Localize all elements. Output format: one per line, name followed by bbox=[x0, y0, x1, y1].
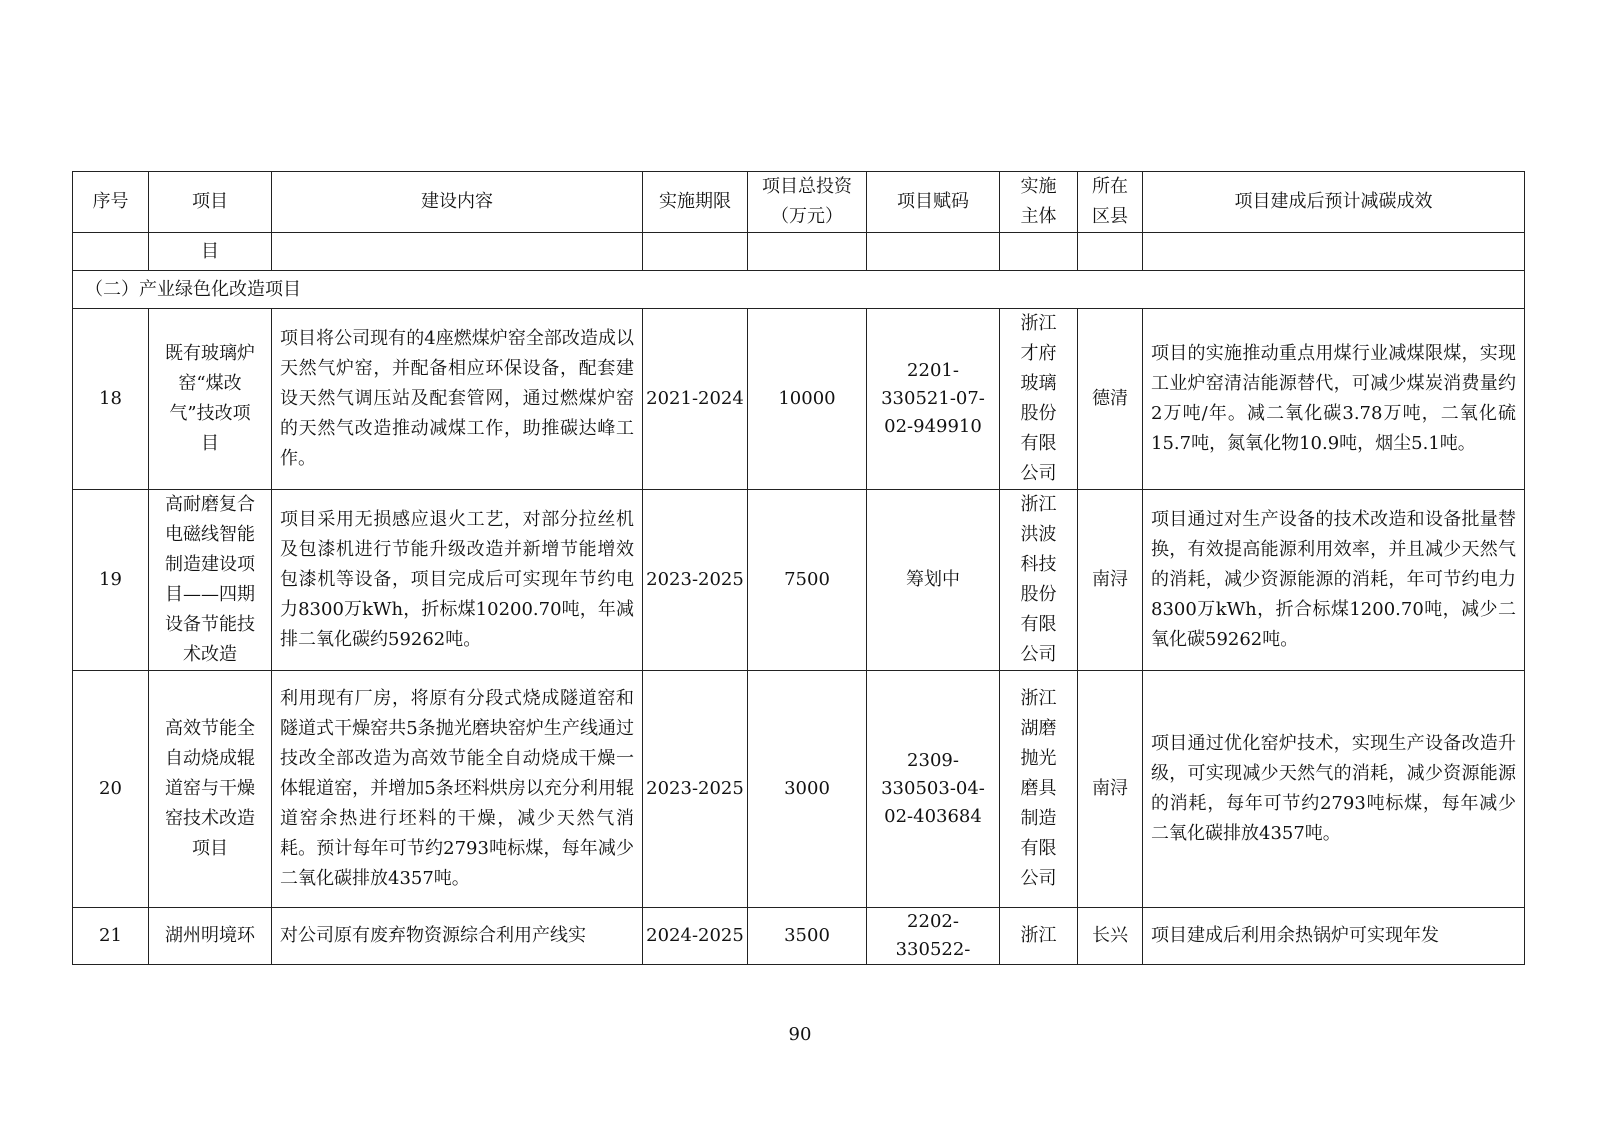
cell-seq: 18 bbox=[73, 309, 149, 490]
header-project: 项目 bbox=[149, 172, 272, 233]
header-content: 建设内容 bbox=[272, 172, 643, 233]
header-code: 项目赋码 bbox=[867, 172, 1000, 233]
cell-period: 2023-2025 bbox=[643, 671, 748, 908]
project-table bbox=[72, 171, 1525, 965]
cell-effect: 项目通过优化窑炉技术，实现生产设备改造升级，可实现减少天然气的消耗，减少资源能源的消耗，每年可节约2793吨标煤，每年减少二氧化碳排放4357吨。 bbox=[1143, 671, 1525, 908]
cell-project: 湖州明境环 bbox=[149, 908, 272, 965]
cell-effect bbox=[1143, 233, 1525, 271]
cell-investment: 7500 bbox=[748, 490, 867, 671]
cell-seq bbox=[73, 233, 149, 271]
cell-seq: 19 bbox=[73, 490, 149, 671]
cell-project: 高效节能全自动烧成辊道窑与干燥窑技术改造项目 bbox=[149, 671, 272, 908]
cell-district: 长兴 bbox=[1078, 908, 1143, 965]
cell-period bbox=[643, 233, 748, 271]
cell-effect: 项目建成后利用余热锅炉可实现年发 bbox=[1143, 908, 1525, 965]
cell-code: 2202-330522- bbox=[867, 908, 1000, 965]
cell-investment: 10000 bbox=[748, 309, 867, 490]
table-row bbox=[73, 671, 1525, 908]
cell-content: 利用现有厂房，将原有分段式烧成隧道窑和隧道式干燥窑共5条抛光磨块窑炉生产线通过技改全部改造为高效节能全自动烧成干燥一体辊道窑，并增加5条坯料烘房以充分利用辊道窑余热进行坯料的干燥，减少天然气消耗。预计每年可节约2793吨标煤，每年减少二氧化碳排放4357吨。 bbox=[272, 671, 643, 908]
header-period: 实施期限 bbox=[643, 172, 748, 233]
header-seq: 序号 bbox=[73, 172, 149, 233]
cell-district: 德清 bbox=[1078, 309, 1143, 490]
header-effect: 项目建成后预计减碳成效 bbox=[1143, 172, 1525, 233]
cell-code bbox=[867, 233, 1000, 271]
cell-effect: 项目通过对生产设备的技术改造和设备批量替换，有效提高能源利用效率，并且减少天然气的消耗，减少资源能源的消耗，年可节约电力8300万kWh，折合标煤1200.70吨，减少二氧化碳59262吨。 bbox=[1143, 490, 1525, 671]
cell-content: 项目将公司现有的4座燃煤炉窑全部改造成以天然气炉窑，并配备相应环保设备，配套建设天然气调压站及配套管网，通过燃煤炉窑的天然气改造推动减煤工作，助推碳达峰工作。 bbox=[272, 309, 643, 490]
section-title: （二）产业绿色化改造项目 bbox=[73, 271, 1525, 309]
cell-district bbox=[1078, 233, 1143, 271]
cell-investment bbox=[748, 233, 867, 271]
cell-project: 高耐磨复合电磁线智能制造建设项目——四期设备节能技术改造 bbox=[149, 490, 272, 671]
header-investment: 项目总投资（万元） bbox=[748, 172, 867, 233]
section-row bbox=[73, 271, 1525, 309]
cell-content bbox=[272, 233, 643, 271]
continued-row bbox=[73, 233, 1525, 271]
cell-project: 目 bbox=[149, 233, 272, 271]
header-district: 所在区县 bbox=[1078, 172, 1143, 233]
cell-entity bbox=[1000, 233, 1078, 271]
cell-seq: 20 bbox=[73, 671, 149, 908]
header-entity: 实施主体 bbox=[1000, 172, 1078, 233]
cell-entity: 浙江洪波科技股份有限公司 bbox=[1000, 490, 1078, 671]
cell-period: 2023-2025 bbox=[643, 490, 748, 671]
table-row bbox=[73, 309, 1525, 490]
cell-investment: 3500 bbox=[748, 908, 867, 965]
page-number: 90 bbox=[788, 1024, 812, 1045]
cell-district: 南浔 bbox=[1078, 490, 1143, 671]
header-row bbox=[73, 172, 1525, 233]
table-row bbox=[73, 490, 1525, 671]
cell-code: 筹划中 bbox=[867, 490, 1000, 671]
cell-period: 2024-2025 bbox=[643, 908, 748, 965]
cell-code: 2309-330503-04-02-403684 bbox=[867, 671, 1000, 908]
cell-project: 既有玻璃炉窑“煤改气”技改项目 bbox=[149, 309, 272, 490]
cell-district: 南浔 bbox=[1078, 671, 1143, 908]
cell-seq: 21 bbox=[73, 908, 149, 965]
cell-period: 2021-2024 bbox=[643, 309, 748, 490]
cell-entity: 浙江 bbox=[1000, 908, 1078, 965]
cell-code: 2201-330521-07-02-949910 bbox=[867, 309, 1000, 490]
cell-effect: 项目的实施推动重点用煤行业减煤限煤，实现工业炉窑清洁能源替代，可减少煤炭消费量约2万吨/年。减二氧化碳3.78万吨，二氧化硫15.7吨，氮氧化物10.9吨，烟尘5.1吨。 bbox=[1143, 309, 1525, 490]
cell-entity: 浙江才府玻璃股份有限公司 bbox=[1000, 309, 1078, 490]
cell-content: 项目采用无损感应退火工艺，对部分拉丝机及包漆机进行节能升级改造并新增节能增效包漆机等设备，项目完成后可实现年节约电力8300万kWh，折标煤10200.70吨，年减排二氧化碳约59262吨。 bbox=[272, 490, 643, 671]
cell-content: 对公司原有废弃物资源综合利用产线实 bbox=[272, 908, 643, 965]
cell-investment: 3000 bbox=[748, 671, 867, 908]
cell-entity: 浙江湖磨抛光磨具制造有限公司 bbox=[1000, 671, 1078, 908]
table-row bbox=[73, 908, 1525, 965]
